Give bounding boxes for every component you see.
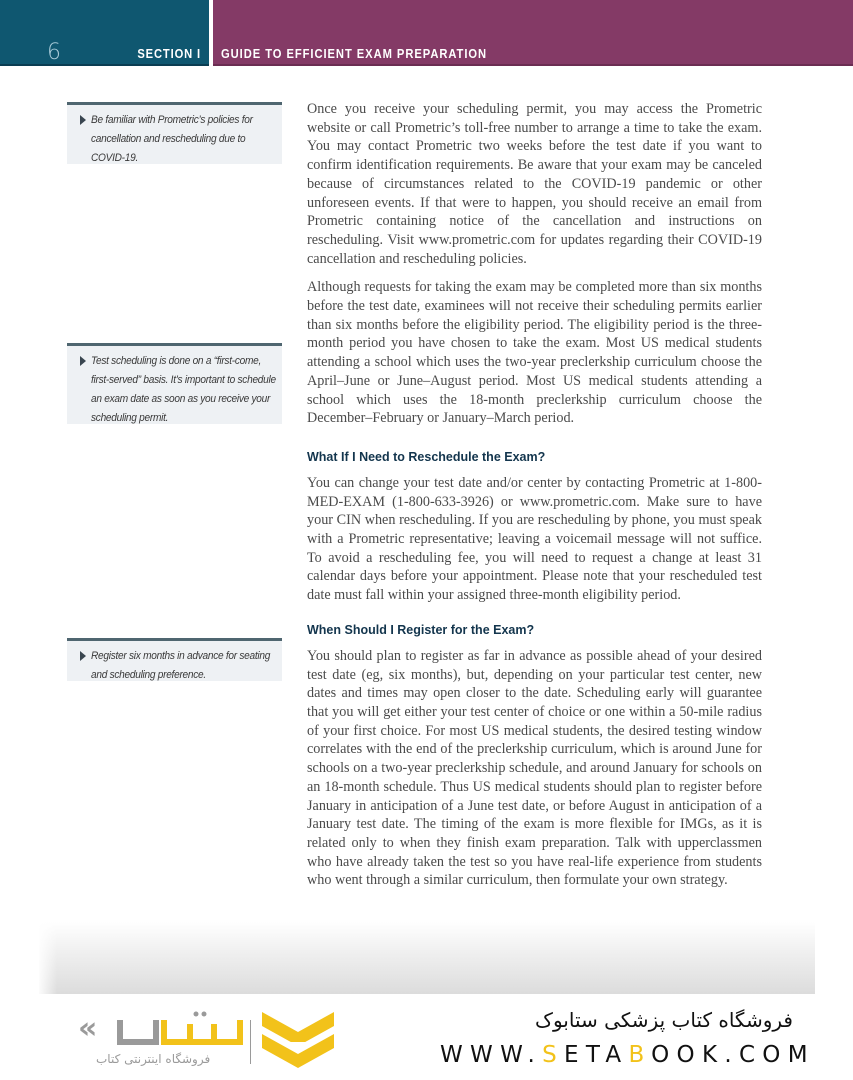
- body-paragraph: You should plan to register as far in advance as possible ahead of your desired test date (eg, six months), but, depending on your particular test center, new dates and times may open closer to the date. Scheduling early will guarantee that you will get either your test center of choice or one within a 50-mile radius of your first choice. For most US medical students, the desired testing window correlates with the end of the preclerkship curriculum, which is around June for schools on a two-year preclerkship schedule, and around January for schools on an 18-month schedule. Thus US medical students should plan to register before January in anticipation of a June test date, or before August in anticipation of a January test date. The timing of the exam is more flexible for IMGs, as it is related only to when they finish exam preparation. Talk with upperclassmen who have already taken the test so you have real-life experience from students who went through a similar curriculum, then formulate your own strategy.: [307, 647, 762, 889]
- logo-divider: [250, 1020, 251, 1064]
- page-header: [0, 0, 853, 66]
- sidebar-note-text: Test scheduling is done on a “first-come, first-served” basis. It’s important to schedule an exam date as soon as you receive your scheduling permit.: [91, 355, 276, 424]
- bullet-triangle-icon: [80, 651, 86, 661]
- url-part: WWW.: [440, 1042, 543, 1068]
- chevron-mark-icon: [260, 1008, 336, 1074]
- bullet-triangle-icon: [80, 356, 86, 366]
- bullet-triangle-icon: [80, 115, 86, 125]
- sidebar-note: [67, 102, 282, 164]
- header-section-block: [0, 0, 209, 66]
- chapter-title: GUIDE TO EFFICIENT EXAM PREPARATION: [221, 46, 488, 61]
- url-accent-letter: B: [628, 1042, 652, 1068]
- sidebar-note: [67, 343, 282, 424]
- section-heading-reschedule: What If I Need to Reschedule the Exam?: [307, 449, 546, 464]
- watermark-footer: [0, 994, 853, 1080]
- store-url[interactable]: [440, 1042, 815, 1068]
- url-accent-letter: S: [542, 1042, 565, 1068]
- double-chevron-icon: «: [78, 1011, 98, 1046]
- url-part: OOK.COM: [651, 1042, 815, 1068]
- section-label: SECTION I: [137, 46, 201, 61]
- section-heading-register: When Should I Register for the Exam?: [307, 622, 535, 637]
- store-name: فروشگاه کتاب پزشکی ستابوک: [535, 1008, 793, 1032]
- url-part: ETA: [564, 1042, 629, 1068]
- page-number: 6: [47, 40, 61, 65]
- body-paragraph: Once you receive your scheduling permit, you may access the Prometric website or call Prometric’s toll-free number to arrange a time to take the exam. You may contact Prometric two weeks before the test date if you want to confirm identification requirements. Be aware that your exam may be canceled because of circumstances related to the COVID-19 pandemic or other unforeseen events. If that were to happen, you should receive an email from Prometric containing notice of the cancellation and instructions on rescheduling. Visit www.prometric.com for updates regarding their COVID-19 cancellation and rescheduling policies.: [307, 101, 762, 267]
- page-bottom-shadow: [39, 922, 815, 994]
- logo-subtitle: فروشگاه اینترنتی کتاب: [96, 1052, 211, 1066]
- logo-wordmark-icon: [116, 1010, 244, 1048]
- setabook-logo: [78, 1006, 338, 1076]
- main-content: [307, 100, 762, 890]
- header-chapter-block: [213, 0, 853, 66]
- body-paragraph: You can change your test date and/or center by contacting Prometric at 1-800-MED-EXAM (1-800-633-3926) or www.prometric.com. Make sure to have your CIN when rescheduling. If you are rescheduling by phone, you must speak with a Prometric representative; leaving a voicemail message will not suffice. To avoid a rescheduling fee, you will need to request a change at least 31 calendar days before your appointment. Please note that your rescheduled test date must fall within your assigned three-month eligibility period.: [307, 474, 762, 604]
- sidebar-note-text: Be familiar with Prometric’s policies for cancellation and rescheduling due to COVID-19.: [91, 114, 253, 164]
- sidebar-note-text: Register six months in advance for seating and scheduling preference.: [91, 650, 271, 681]
- body-paragraph: Although requests for taking the exam may be completed more than six months before the test date, examinees will not receive their scheduling permits earlier than six months before the eligibility period. The eligibility period is the three-month period you have chosen to take the exam. Most US medical students attending a school which uses the two-year preclerkship curriculum choose the April–June or June–August period. Most US medical students attending a school which uses the 18-month preclerkship curriculum choose the December–February or January–March period.: [307, 279, 762, 427]
- sidebar-note: [67, 638, 282, 681]
